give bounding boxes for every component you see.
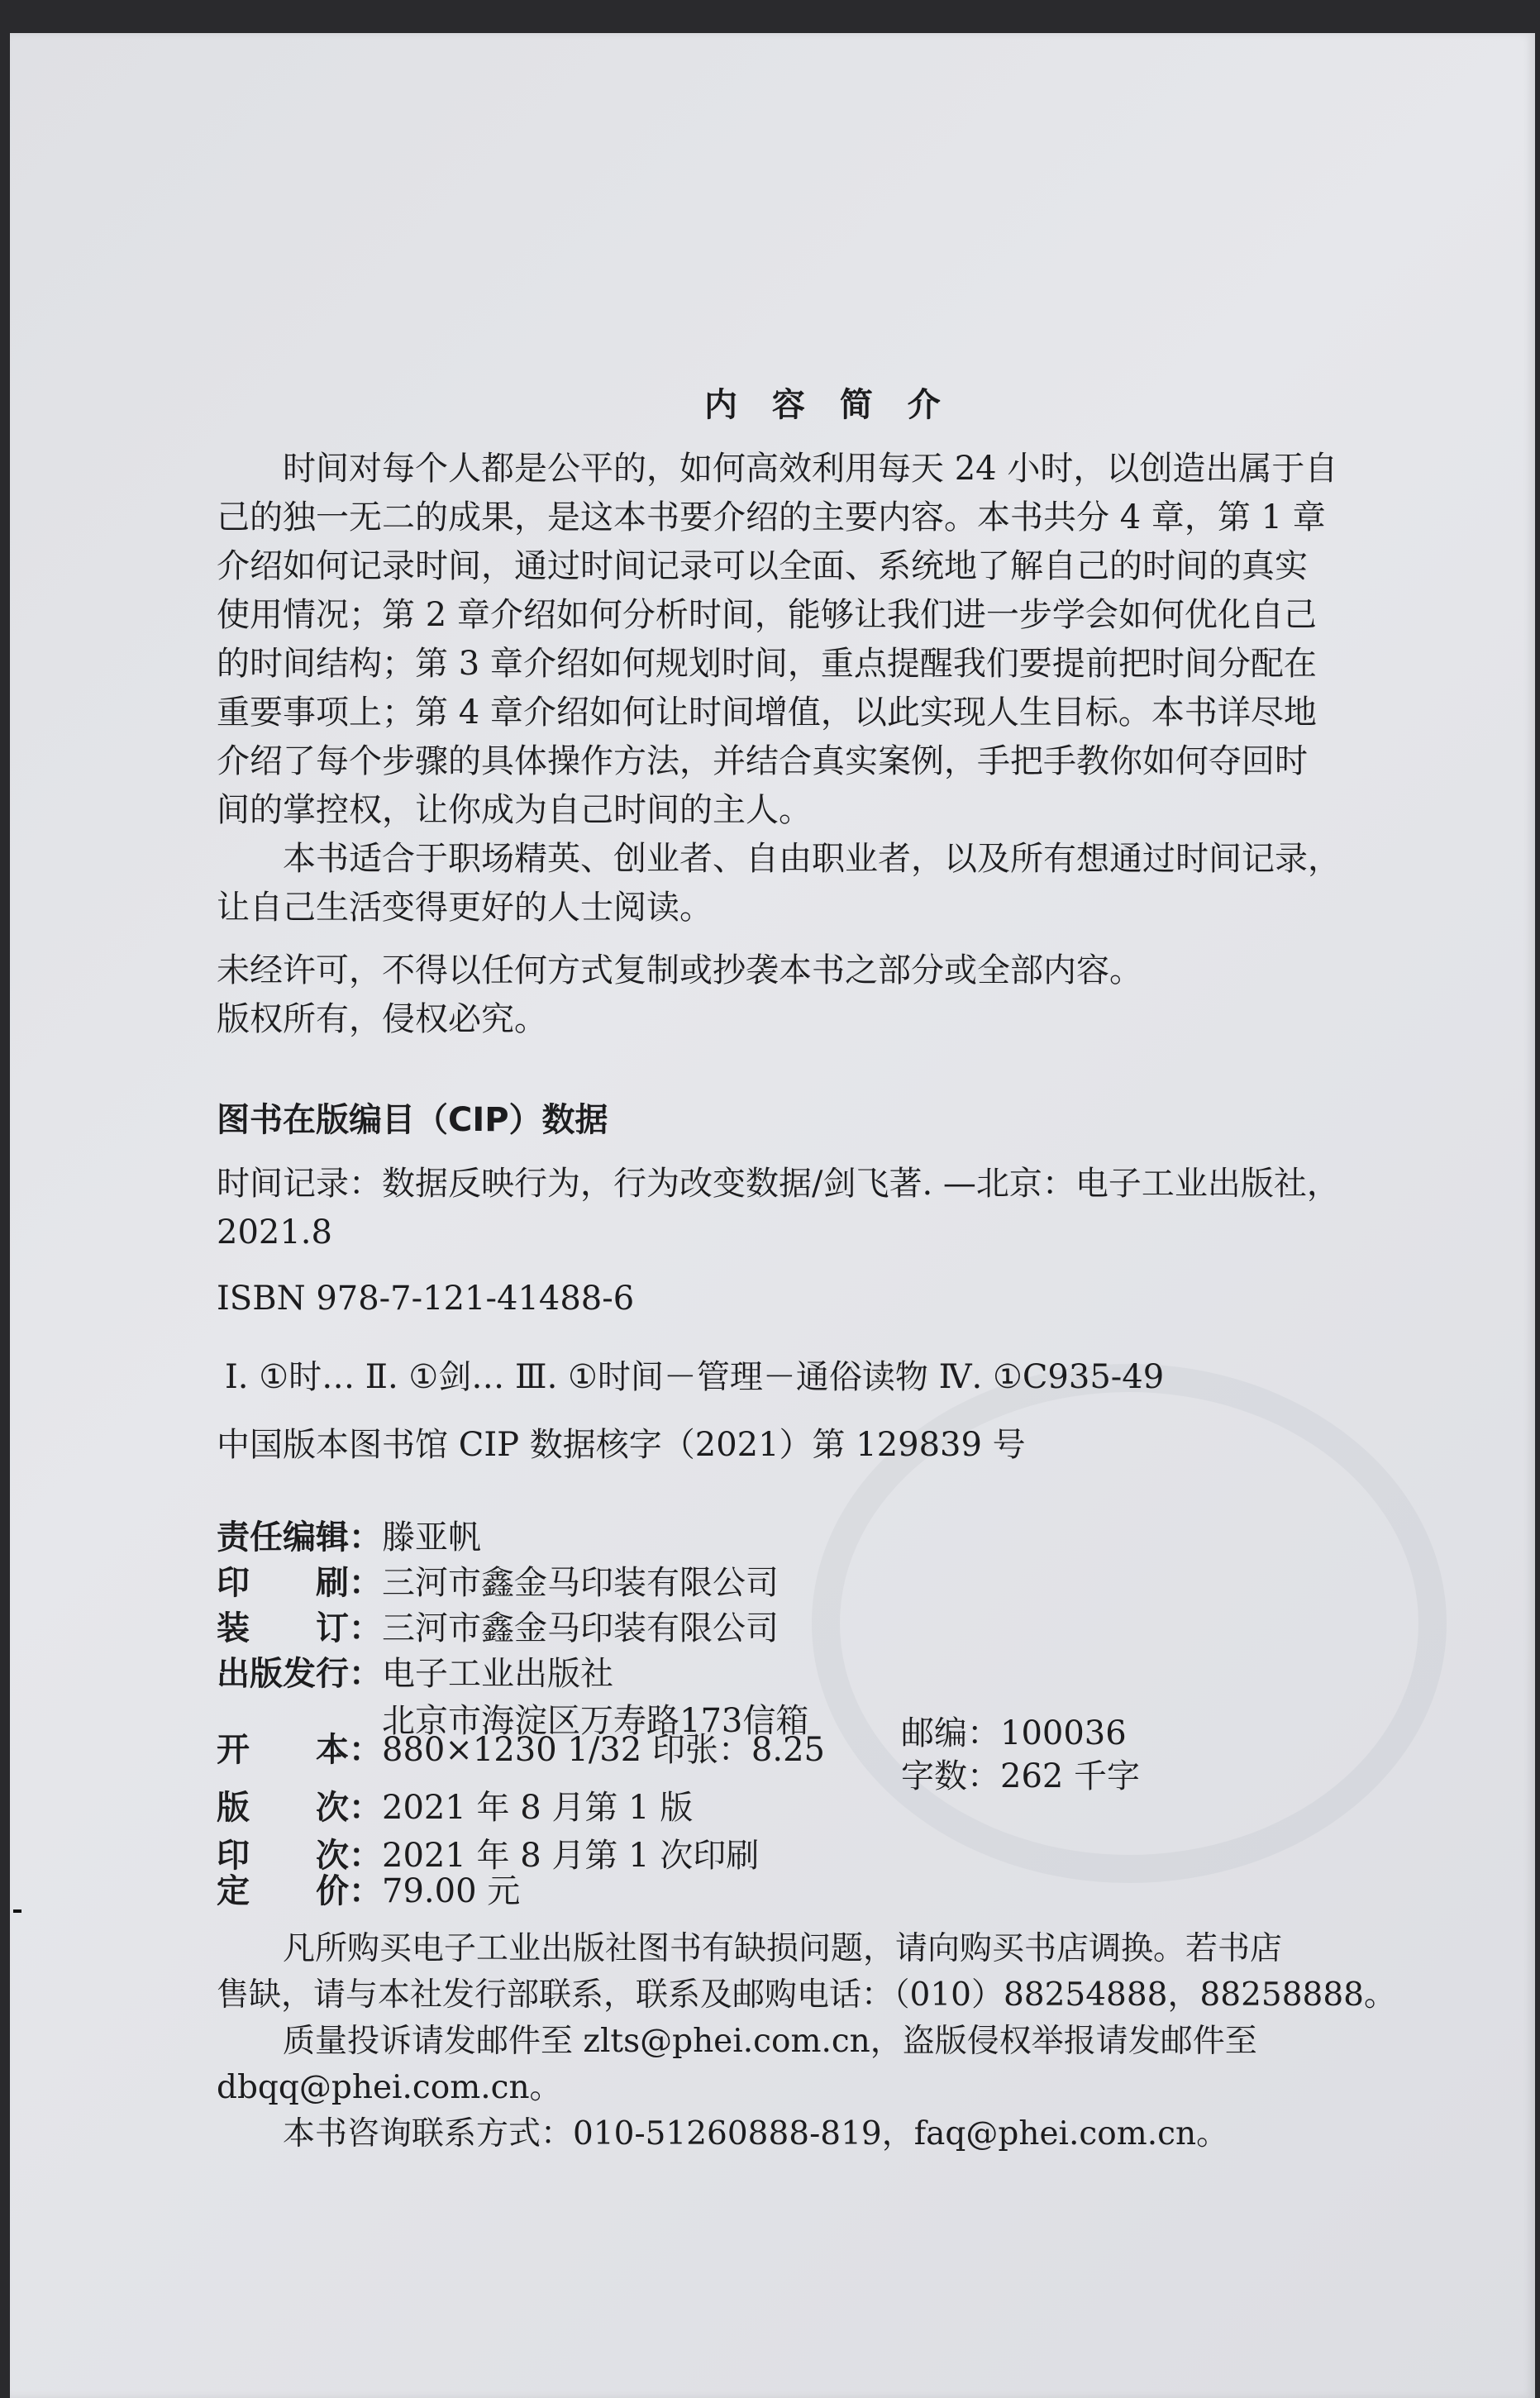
imprint-editor bbox=[217, 1511, 481, 1558]
imprint-format bbox=[217, 1723, 825, 1771]
intro-line: 的时间结构；第 3 章介绍如何规划时间，重点提醒我们要提前把时间分配在 bbox=[217, 645, 1317, 683]
notice-line: 凡所购买电子工业出版社图书有缺损问题，请向购买书店调换。若书店 bbox=[283, 1930, 1283, 1967]
imprint-value: 79.00 元 bbox=[382, 1872, 521, 1910]
imprint-value: 电子工业出版社 bbox=[382, 1655, 613, 1693]
imprint-label: 印 刷： bbox=[217, 1564, 382, 1602]
copyright-notice: 未经许可，不得以任何方式复制或抄袭本书之部分或全部内容。 bbox=[217, 951, 1142, 989]
cip-verification: 中国版本图书馆 CIP 数据核字（2021）第 129839 号 bbox=[217, 1426, 1026, 1464]
intro-line: 使用情况；第 2 章介绍如何分析时间，能够让我们进一步学会如何优化自己 bbox=[217, 596, 1317, 634]
service-notice bbox=[217, 1926, 1415, 2157]
notice-line: 本书咨询联系方式：010-51260888-819，faq@phei.com.cn。 bbox=[283, 2115, 1229, 2152]
section-title: 内 容 简 介 bbox=[704, 386, 952, 424]
imprint-label: 装 订： bbox=[217, 1609, 382, 1647]
isbn: ISBN 978-7-121-41488-6 bbox=[217, 1280, 635, 1318]
cip-classification: Ⅰ. ①时… Ⅱ. ①剑… Ⅲ. ①时间－管理－通俗读物 Ⅳ. ①C935-49 bbox=[225, 1358, 1165, 1396]
intro-line: 时间对每个人都是公平的，如何高效利用每天 24 小时，以创造出属于自 bbox=[283, 450, 1338, 488]
rights-reserved: 版权所有，侵权必究。 bbox=[217, 1000, 547, 1038]
imprint-value: 2021 年 8 月第 1 次印刷 bbox=[382, 1837, 760, 1875]
intro-paragraph bbox=[217, 445, 1415, 932]
imprint-price bbox=[217, 1865, 520, 1912]
imprint-label: 责任编辑： bbox=[217, 1518, 382, 1557]
cip-heading: 图书在版编目（CIP）数据 bbox=[217, 1101, 608, 1139]
cip-record-date: 2021.8 bbox=[217, 1213, 332, 1251]
imprint-word-count: 字数：262 千字 bbox=[901, 1757, 1141, 1795]
imprint-printing bbox=[217, 1557, 779, 1604]
imprint-edition bbox=[217, 1781, 693, 1828]
intro-line: 己的独一无二的成果，是这本书要介绍的主要内容。本书共分 4 章，第 1 章 bbox=[217, 498, 1326, 536]
imprint-value: 滕亚帆 bbox=[382, 1518, 481, 1557]
imprint-value: 三河市鑫金马印装有限公司 bbox=[382, 1564, 779, 1602]
imprint-label: 出版发行： bbox=[217, 1655, 382, 1693]
imprint-address: 北京市海淀区万寿路173信箱 bbox=[382, 1702, 809, 1740]
intro-line: 介绍了每个步骤的具体操作方法，并结合真实案例，手把手教你如何夺回时 bbox=[217, 742, 1308, 780]
imprint-postcode: 邮编：100036 bbox=[901, 1714, 1127, 1752]
imprint-label: 开 本： bbox=[217, 1731, 382, 1769]
intro-line: 介绍如何记录时间，通过时间记录可以全面、系统地了解自己的时间的真实 bbox=[217, 547, 1308, 585]
book-page bbox=[10, 33, 1535, 2398]
notice-line: 售缺，请与本社发行部联系，联系及邮购电话：（010）88254888，88258888。 bbox=[217, 1976, 1396, 2014]
page-edge-mark bbox=[13, 1909, 21, 1913]
imprint-value: 三河市鑫金马印装有限公司 bbox=[382, 1609, 779, 1647]
audience-line: 让自己生活变得更好的人士阅读。 bbox=[217, 889, 713, 927]
notice-line: 质量投诉请发邮件至 zlts@phei.com.cn，盗版侵权举报请发邮件至 bbox=[283, 2023, 1257, 2060]
cip-record: 时间记录：数据反映行为，行为改变数据/剑飞著. —北京：电子工业出版社， bbox=[217, 1165, 1340, 1203]
notice-line: dbqq@phei.com.cn。 bbox=[217, 2069, 562, 2106]
imprint-publisher bbox=[217, 1647, 613, 1695]
imprint-label: 定 价： bbox=[217, 1872, 382, 1910]
intro-line: 间的掌控权，让你成为自己时间的主人。 bbox=[217, 791, 812, 829]
imprint-value: 2021 年 8 月第 1 版 bbox=[382, 1789, 694, 1827]
imprint-label: 印 次： bbox=[217, 1837, 382, 1875]
imprint-label: 版 次： bbox=[217, 1789, 382, 1827]
imprint-binding bbox=[217, 1602, 779, 1649]
audience-line: 本书适合于职场精英、创业者、自由职业者，以及所有想通过时间记录， bbox=[283, 840, 1341, 878]
imprint-value: 880×1230 1/32 印张：8.25 bbox=[382, 1731, 825, 1769]
intro-line: 重要事项上；第 4 章介绍如何让时间增值，以此实现人生目标。本书详尽地 bbox=[217, 694, 1317, 732]
